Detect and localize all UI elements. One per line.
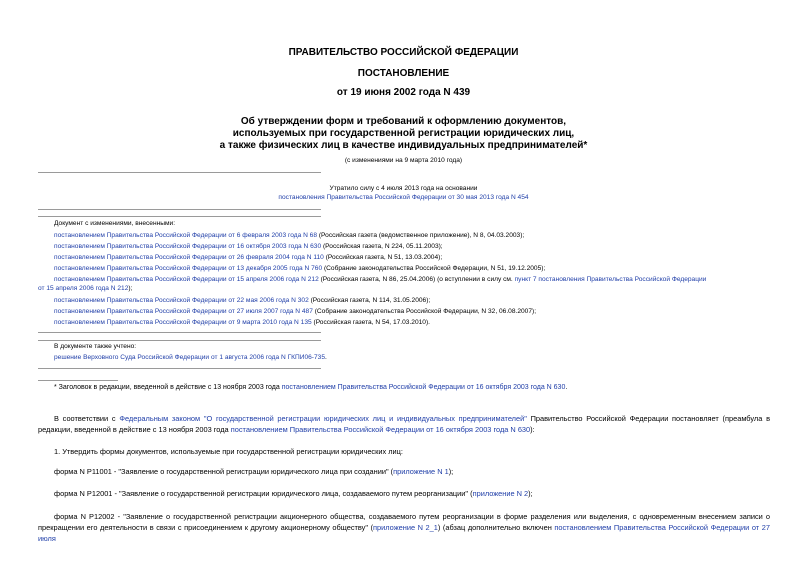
divider — [38, 209, 321, 210]
item-1-paragraph: 1. Утвердить формы документов, используемые при государственной регистрации юридических лиц: — [54, 447, 403, 456]
change-item — [54, 264, 545, 273]
form-p12001-paragraph — [38, 488, 770, 499]
change-source: (Собрание законодательства Российской Федерации, N 51, 19.12.2005); — [322, 265, 546, 272]
change-item — [54, 253, 442, 262]
change-source: (Собрание законодательства Российской Федерации, N 32, 06.08.2007); — [312, 308, 537, 315]
divider — [38, 172, 321, 173]
text-run: ); — [448, 467, 454, 476]
also-item — [54, 353, 327, 362]
change-link[interactable]: постановлением Правительства Российской Федерации от 22 мая 2006 года N 302 — [54, 297, 309, 304]
appendix-1-link[interactable]: приложение N 1 — [393, 467, 449, 476]
text-run: ); — [528, 489, 533, 498]
footnote-divider — [38, 380, 118, 381]
footnote-link[interactable]: постановлением Правительства Российской Федерации от 16 октября 2003 года N 630 — [281, 384, 566, 391]
footnote-tail: . — [565, 384, 568, 391]
change-source: (Российская газета, N 54, 17.03.2010). — [311, 319, 430, 326]
change-link[interactable]: постановлением Правительства Российской Федерации от 13 декабря 2005 года N 760 — [54, 265, 323, 272]
text-run: ) (абзац дополнительно включен — [437, 523, 555, 532]
change-item — [54, 242, 443, 251]
change-source: (Российская газета, N 224, 05.11.2003); — [321, 243, 443, 250]
divider — [38, 340, 321, 341]
repeal-link[interactable]: постановления Правительства Российской Федерации от 30 мая 2013 года N 454 — [278, 194, 529, 201]
change-link[interactable]: постановлением Правительства Российской Федерации от 27 июля 2007 года N 487 — [54, 308, 313, 315]
federal-law-link[interactable]: Федеральным законом "О государственной регистрации юридических лиц и индивидуальных предпринимателей" — [119, 414, 527, 423]
change-link[interactable]: постановлением Правительства Российской Федерации от 26 февраля 2004 года N 110 — [54, 254, 324, 261]
text-run: форма N Р11001 - "Заявление о государственной регистрации юридического лица при создании" ( — [54, 467, 394, 476]
text-run: Правительство Российской Федерации постановляет (преамбула в редакции, введенной в действие с 13 ноября 2003 года — [38, 414, 770, 434]
change-source: (Российская газета (ведомственное приложение), N 8, 04.03.2003); — [317, 232, 525, 239]
change-link[interactable]: постановлением Правительства Российской Федерации от 6 февраля 2003 года N 68 — [54, 232, 318, 239]
doc-type: ПОСТАНОВЛЕНИЕ — [357, 68, 450, 79]
form-p11001-paragraph — [38, 466, 770, 477]
decree-630-link[interactable]: постановлением Правительства Российской Федерации от 16 октября 2003 года N 630 — [230, 425, 531, 434]
change-item — [54, 296, 430, 305]
change-link[interactable]: пункт 7 постановления Правительства Российской Федерации — [514, 276, 707, 283]
footnote — [54, 383, 567, 392]
form-p12002-paragraph — [38, 511, 770, 543]
amendment-note: (с изменениями на 9 марта 2010 года) — [344, 157, 463, 164]
doc-title — [0, 116, 807, 152]
change-item — [54, 231, 524, 240]
change-source: ); — [128, 285, 133, 292]
title-line: Об утверждении форм и требований к оформлению документов, — [240, 116, 567, 127]
change-item-wrap — [38, 284, 132, 293]
appendix-2-1-link[interactable]: приложение N 2_1 — [373, 523, 438, 532]
change-source: (Российская газета, N 51, 13.03.2004); — [323, 254, 443, 261]
change-link[interactable]: постановлением Правительства Российской Федерации от 15 апреля 2006 года N 212 — [54, 276, 319, 283]
text-run: форма N Р12001 - "Заявление о государственной регистрации юридического лица, создаваемого путем реорганизации" ( — [54, 489, 473, 498]
title-line: а также физических лиц в качестве индивидуальных предпринимателей* — [219, 140, 588, 151]
appendix-2-link[interactable]: приложение N 2 — [472, 489, 529, 498]
text-run: В соответствии с — [54, 414, 120, 423]
change-item — [54, 307, 536, 316]
change-link[interactable]: постановлением Правительства Российской Федерации от 9 марта 2010 года N 135 — [54, 319, 312, 326]
footnote-text: * Заголовок в редакции, введенной в действие с 13 ноября 2003 года — [54, 384, 282, 391]
text-run: форма N Р12002 - "Заявление о государственной регистрации акционерного общества, создаваемого путем реорганизации в форме разделения или выделения, с одновременным внесением записи о прекращении его деятельности в связи с присоединением к другому акционерному обществу" ( — [38, 512, 770, 532]
change-source: (Российская газета, N 114, 31.05.2006); — [308, 297, 431, 304]
change-link[interactable]: от 15 апреля 2006 года N 212 — [38, 285, 129, 292]
change-source: (Российская газета, N 86, 25.04.2006) (о вступлении в силу см. — [318, 276, 515, 283]
preamble-paragraph — [38, 413, 770, 435]
court-decision-link[interactable]: решение Верховного Суда Российской Федерации от 1 августа 2006 года N ГКПИ06-735 — [54, 354, 326, 361]
also-tail: . — [325, 354, 327, 361]
change-link[interactable]: постановлением Правительства Российской Федерации от 16 октября 2003 года N 630 — [54, 243, 322, 250]
divider — [38, 368, 321, 369]
org-title: ПРАВИТЕЛЬСТВО РОССИЙСКОЙ ФЕДЕРАЦИИ — [288, 47, 519, 58]
changes-intro: Документ с изменениями, внесенными: — [54, 220, 176, 227]
doc-date: от 19 июня 2002 года N 439 — [336, 87, 471, 98]
text-run: ): — [530, 425, 535, 434]
title-line: используемых при государственной регистрации юридических лиц, — [232, 128, 575, 139]
change-item — [54, 275, 706, 284]
repeal-notice: Утратило силу с 4 июля 2013 года на основании — [329, 185, 478, 192]
also-intro: В документе также учтено: — [54, 343, 137, 350]
divider — [38, 216, 321, 217]
divider — [38, 332, 321, 333]
decree-487-link[interactable]: постановлением Правительства Российской Федерации от 27 июля — [38, 523, 770, 543]
change-item — [54, 318, 430, 327]
